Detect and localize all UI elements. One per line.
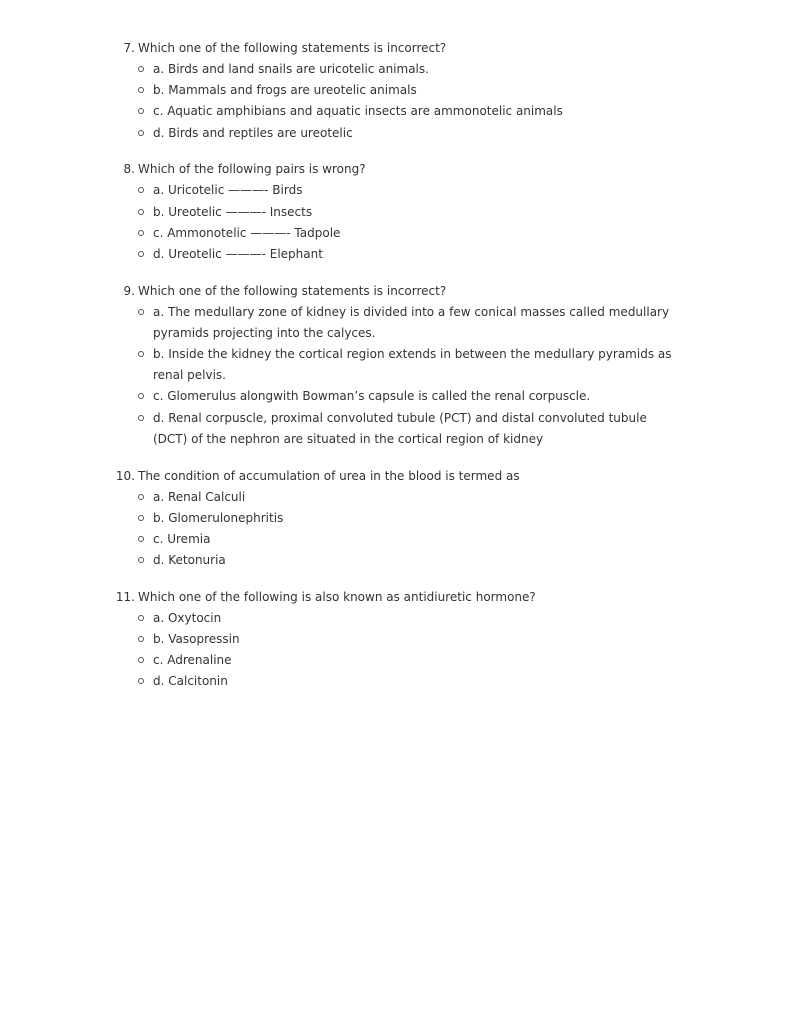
circle-bullet-icon (138, 251, 144, 257)
option-text: c. Uremia (153, 531, 211, 546)
circle-bullet-icon (138, 636, 144, 642)
question-prompt: Which one of the following is also known as antidiuretic hormone? (138, 589, 536, 604)
question-text (0, 587, 791, 608)
circle-bullet-icon (138, 515, 144, 521)
option-text: a. Uricotelic ———- Birds (153, 183, 303, 198)
option-text: d. Calcitonin (153, 674, 228, 689)
option-text: b. Inside the kidney the cortical region extends in between the medullary pyramids as renal pelvis. (153, 347, 672, 383)
question-prompt: Which of the following pairs is wrong? (138, 162, 366, 177)
option-text: d. Ketonuria (153, 553, 226, 568)
option-c (0, 223, 673, 244)
circle-bullet-icon (138, 536, 144, 542)
circle-bullet-icon (138, 615, 144, 621)
option-text: d. Ureotelic ———- Elephant (153, 246, 323, 261)
question-number: 11. (115, 589, 135, 604)
circle-bullet-icon (138, 657, 144, 663)
option-a (0, 487, 673, 508)
circle-bullet-icon (138, 557, 144, 563)
option-c (0, 650, 673, 671)
option-text: c. Glomerulus alongwith Bowman’s capsule is called the renal corpuscle. (153, 389, 591, 404)
option-c (0, 529, 673, 550)
option-b (0, 80, 673, 101)
question-text (0, 38, 791, 59)
option-b (0, 629, 673, 650)
option-text: b. Ureotelic ———- Insects (153, 204, 313, 219)
question-9 (0, 281, 791, 450)
circle-bullet-icon (138, 351, 144, 357)
option-text: b. Mammals and frogs are ureotelic animals (153, 83, 417, 98)
option-a (0, 608, 673, 629)
option-text: c. Aquatic amphibians and aquatic insects are ammonotelic animals (153, 104, 563, 119)
option-list (0, 180, 791, 265)
option-text: b. Glomerulonephritis (153, 510, 284, 525)
question-11 (0, 587, 791, 693)
circle-bullet-icon (138, 209, 144, 215)
question-number: 9. (123, 283, 135, 298)
option-list (0, 302, 791, 450)
question-number: 7. (123, 41, 135, 55)
question-prompt: Which one of the following statements is incorrect? (138, 41, 447, 55)
circle-bullet-icon (138, 130, 144, 136)
question-number: 10. (115, 468, 135, 483)
option-text: d. Birds and reptiles are ureotelic (153, 125, 353, 140)
question-8 (0, 159, 791, 265)
option-d (0, 244, 673, 265)
question-text (0, 466, 791, 487)
option-a (0, 180, 673, 201)
option-text: a. The medullary zone of kidney is divided into a few conical masses called medullary pyramids projecting into the calyces. (153, 304, 670, 340)
question-number: 8. (123, 162, 135, 177)
option-list (0, 487, 791, 572)
option-list (0, 608, 791, 693)
option-b (0, 202, 673, 223)
circle-bullet-icon (138, 309, 144, 315)
question-prompt: Which one of the following statements is incorrect? (138, 283, 447, 298)
circle-bullet-icon (138, 108, 144, 114)
option-d (0, 408, 673, 450)
option-b (0, 344, 673, 386)
option-text: a. Oxytocin (153, 610, 222, 625)
option-a (0, 302, 673, 344)
option-text: c. Adrenaline (153, 653, 232, 668)
circle-bullet-icon (138, 678, 144, 684)
circle-bullet-icon (138, 415, 144, 421)
option-d (0, 671, 673, 692)
circle-bullet-icon (138, 87, 144, 93)
option-text: d. Renal corpuscle, proximal convoluted tubule (PCT) and distal convoluted tubule (DCT) of the nephron are situated in the cortical region of kidney (153, 410, 647, 446)
question-10 (0, 466, 791, 572)
option-d (0, 123, 673, 144)
option-text: b. Vasopressin (153, 632, 240, 647)
circle-bullet-icon (138, 393, 144, 399)
option-d (0, 550, 673, 571)
question-text (0, 159, 791, 180)
option-a (0, 59, 673, 80)
option-text: c. Ammonotelic ———- Tadpole (153, 225, 341, 240)
option-text: a. Renal Calculi (153, 489, 246, 504)
circle-bullet-icon (138, 230, 144, 236)
circle-bullet-icon (138, 187, 144, 193)
circle-bullet-icon (138, 494, 144, 500)
option-b (0, 508, 673, 529)
question-list (0, 38, 791, 708)
question-prompt: The condition of accumulation of urea in the blood is termed as (138, 468, 520, 483)
option-text: a. Birds and land snails are uricotelic animals. (153, 62, 429, 76)
option-c (0, 101, 673, 122)
question-text (0, 281, 791, 302)
circle-bullet-icon (138, 66, 144, 72)
option-list (0, 59, 791, 144)
option-c (0, 386, 673, 407)
question-7 (0, 38, 791, 144)
